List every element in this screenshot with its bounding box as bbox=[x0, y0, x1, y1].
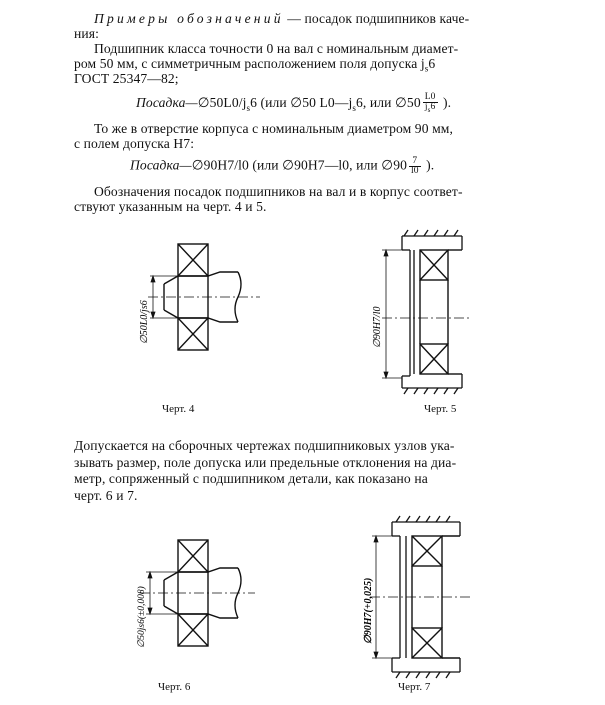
para1-line4-text: ром 50 мм, с симметричным расположением поля допуска j bbox=[74, 56, 425, 71]
para1-line3: Подшипник класса точности 0 на вал с номинальным диамет- bbox=[94, 41, 459, 56]
examples-heading: Примеры обозначений bbox=[94, 11, 284, 26]
formula1-main-end: 6 (или ∅50 L0—j bbox=[250, 95, 353, 111]
fig5-dimension bbox=[382, 250, 402, 378]
formula2-alt: (или ∅90H7—l0, или ∅90 bbox=[248, 157, 408, 173]
para4-line4: черт. 6 и 7. bbox=[74, 488, 138, 503]
fig4-dim-label: ∅50L0/js6 bbox=[139, 300, 150, 344]
formula1-lead: Посадка— bbox=[136, 95, 198, 111]
formula2-main: ∅90H7/l0 bbox=[191, 157, 249, 173]
formula2-frac-den: l0 bbox=[411, 166, 419, 176]
para1-line4-end: 6 bbox=[428, 56, 436, 71]
formula1-main: ∅50L0/j bbox=[197, 95, 247, 111]
formula1-main-sub: s bbox=[246, 102, 251, 113]
formula1-close: ). bbox=[439, 95, 452, 111]
fig6-dim-label: ∅50js6(±0,008) bbox=[137, 586, 147, 648]
fig5-dim-label: ∅90H7/l0 bbox=[372, 306, 383, 348]
fig6-drawing bbox=[110, 532, 260, 682]
formula1 bbox=[136, 93, 451, 116]
para4-line1: Допускается на сборочных чертежах подшипниковых узлов ука- bbox=[74, 438, 455, 453]
para1-line2: ния: bbox=[74, 26, 99, 41]
fig7-drawing bbox=[348, 512, 478, 682]
formula1-frac-den-end: 6 bbox=[430, 102, 436, 112]
fig5-bearing bbox=[420, 250, 462, 374]
para1-line5: ГОСТ 25347—82; bbox=[74, 71, 179, 86]
para4-line3: метр, сопряженный с подшипником детали, как показано на bbox=[74, 471, 428, 486]
fig4-caption: Черт. 4 bbox=[162, 403, 195, 415]
fig4-drawing bbox=[120, 232, 280, 382]
formula2-lead: Посадка— bbox=[130, 157, 192, 173]
fig5-caption: Черт. 5 bbox=[424, 403, 457, 415]
formula1-frac-num: L0 bbox=[424, 92, 436, 102]
fig7-caption: Черт. 7 bbox=[398, 681, 431, 693]
formula2-fraction bbox=[409, 157, 421, 176]
para1-line1 bbox=[94, 11, 469, 27]
fig6-caption: Черт. 6 bbox=[158, 681, 191, 693]
fig5-drawing bbox=[362, 228, 482, 398]
formula1-alt-end: 6, или ∅50 bbox=[355, 95, 421, 111]
formula1-frac-den-text: j bbox=[424, 102, 428, 112]
fig7-dim-label: ∅90H7(+0,025) bbox=[363, 577, 374, 644]
formula2 bbox=[130, 157, 434, 176]
para1-line4-sub: s bbox=[424, 63, 429, 74]
formula1-frac-den-sub: s bbox=[427, 105, 431, 114]
para2-line1: То же в отверстие корпуса с номинальным диаметром 90 мм, bbox=[94, 121, 453, 136]
para3-line2: ствуют указанным на черт. 4 и 5. bbox=[74, 199, 267, 214]
formula1-alt-sub: s bbox=[352, 102, 356, 113]
fig5-housing bbox=[402, 230, 462, 394]
para4-line2: зывать размер, поле допуска или предельные отклонения на диа- bbox=[74, 455, 457, 470]
formula1-frac-den bbox=[423, 103, 438, 115]
formula2-close: ). bbox=[422, 157, 435, 173]
formula1-fraction bbox=[423, 93, 438, 115]
para3-line1: Обозначения посадок подшипников на вал и в корпус соответ- bbox=[94, 184, 463, 199]
formula2-frac-num: 7 bbox=[409, 157, 421, 167]
para2-line2: с полем допуска H7: bbox=[74, 136, 195, 151]
para1-line1-rest: — посадок подшипников каче- bbox=[283, 11, 470, 26]
